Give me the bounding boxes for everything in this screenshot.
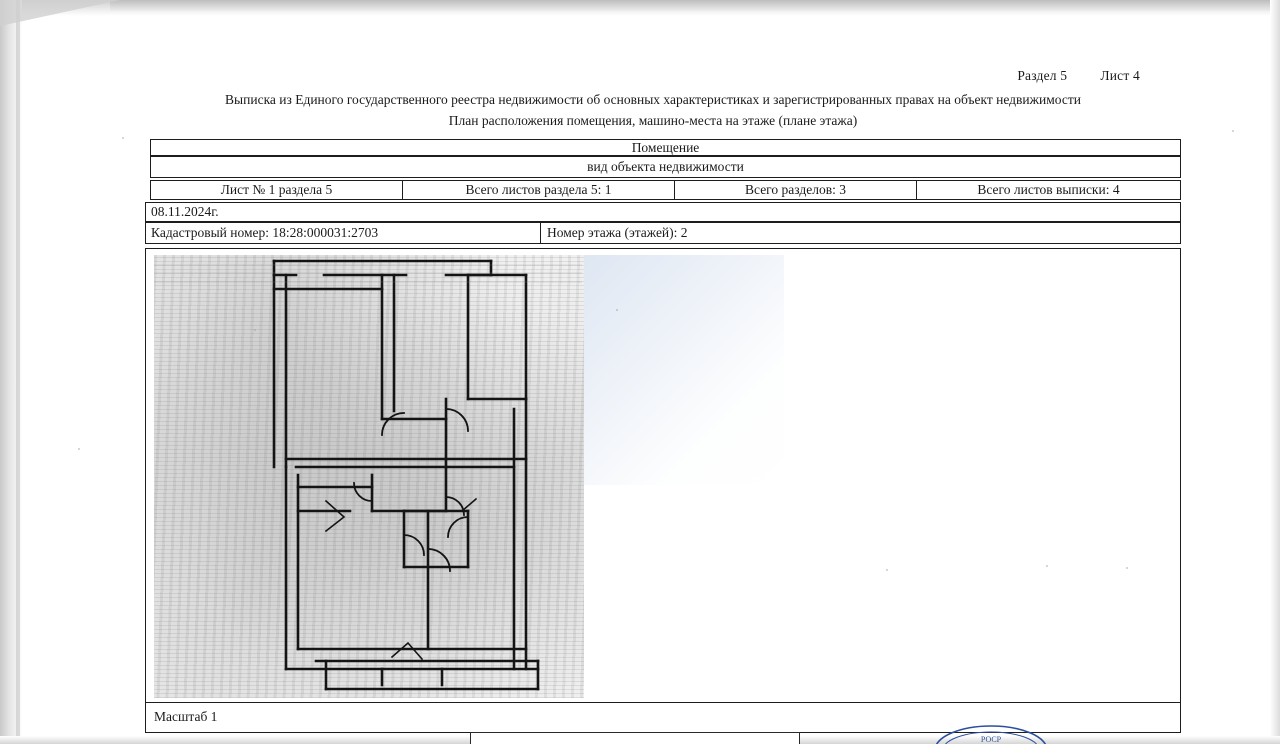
count-cell-total-sheets-section: Всего листов раздела 5: 1 bbox=[403, 181, 675, 199]
document-title-line1: Выписка из Единого государственного реестра недвижимости об основных характеристиках и зарегистрированных правах на объект недвижимости bbox=[225, 92, 1081, 107]
page-right-edge bbox=[1270, 0, 1280, 744]
floor-plan-drawing bbox=[146, 249, 1180, 702]
counts-row bbox=[150, 180, 1181, 200]
document-title-line2: План расположения помещения, машино-места на этаже (плане этажа) bbox=[448, 113, 858, 128]
dust-speck bbox=[1232, 130, 1234, 132]
svg-text:РОСР: РОСР bbox=[980, 735, 1002, 744]
floor-number: Номер этажа (этажей): 2 bbox=[547, 225, 688, 240]
scale-row: Масштаб 1 bbox=[145, 703, 1181, 733]
official-seal bbox=[932, 724, 1050, 744]
cadastral-number: Кадастровый номер: 18:28:000031:2703 bbox=[146, 223, 541, 243]
dust-speck bbox=[886, 569, 888, 571]
dust-speck bbox=[1046, 565, 1048, 567]
dust-speck bbox=[254, 329, 256, 331]
page-left-crease bbox=[16, 0, 20, 744]
section-label: Раздел 5 bbox=[1017, 68, 1068, 83]
bottom-stamp-box bbox=[470, 732, 800, 744]
object-type-caption: вид объекта недвижимости bbox=[150, 156, 1181, 178]
floor-plan-frame bbox=[145, 248, 1181, 703]
sheet-label: Лист 4 bbox=[1100, 68, 1140, 83]
count-cell-total-sheets-extract: Всего листов выписки: 4 bbox=[977, 182, 1120, 197]
dust-speck bbox=[122, 137, 124, 139]
object-type-value: Помещение bbox=[150, 139, 1181, 156]
dust-speck bbox=[1126, 567, 1128, 569]
dust-speck bbox=[616, 309, 618, 311]
date-row: 08.11.2024г. bbox=[145, 202, 1181, 222]
dust-speck bbox=[78, 448, 80, 450]
count-cell-sheet-of-section: Лист № 1 раздела 5 bbox=[151, 181, 403, 199]
page-header bbox=[1017, 68, 1140, 84]
count-cell-total-sections: Всего разделов: 3 bbox=[675, 181, 917, 199]
page-top-fold bbox=[110, 0, 1280, 11]
cadastral-row bbox=[145, 222, 1181, 244]
